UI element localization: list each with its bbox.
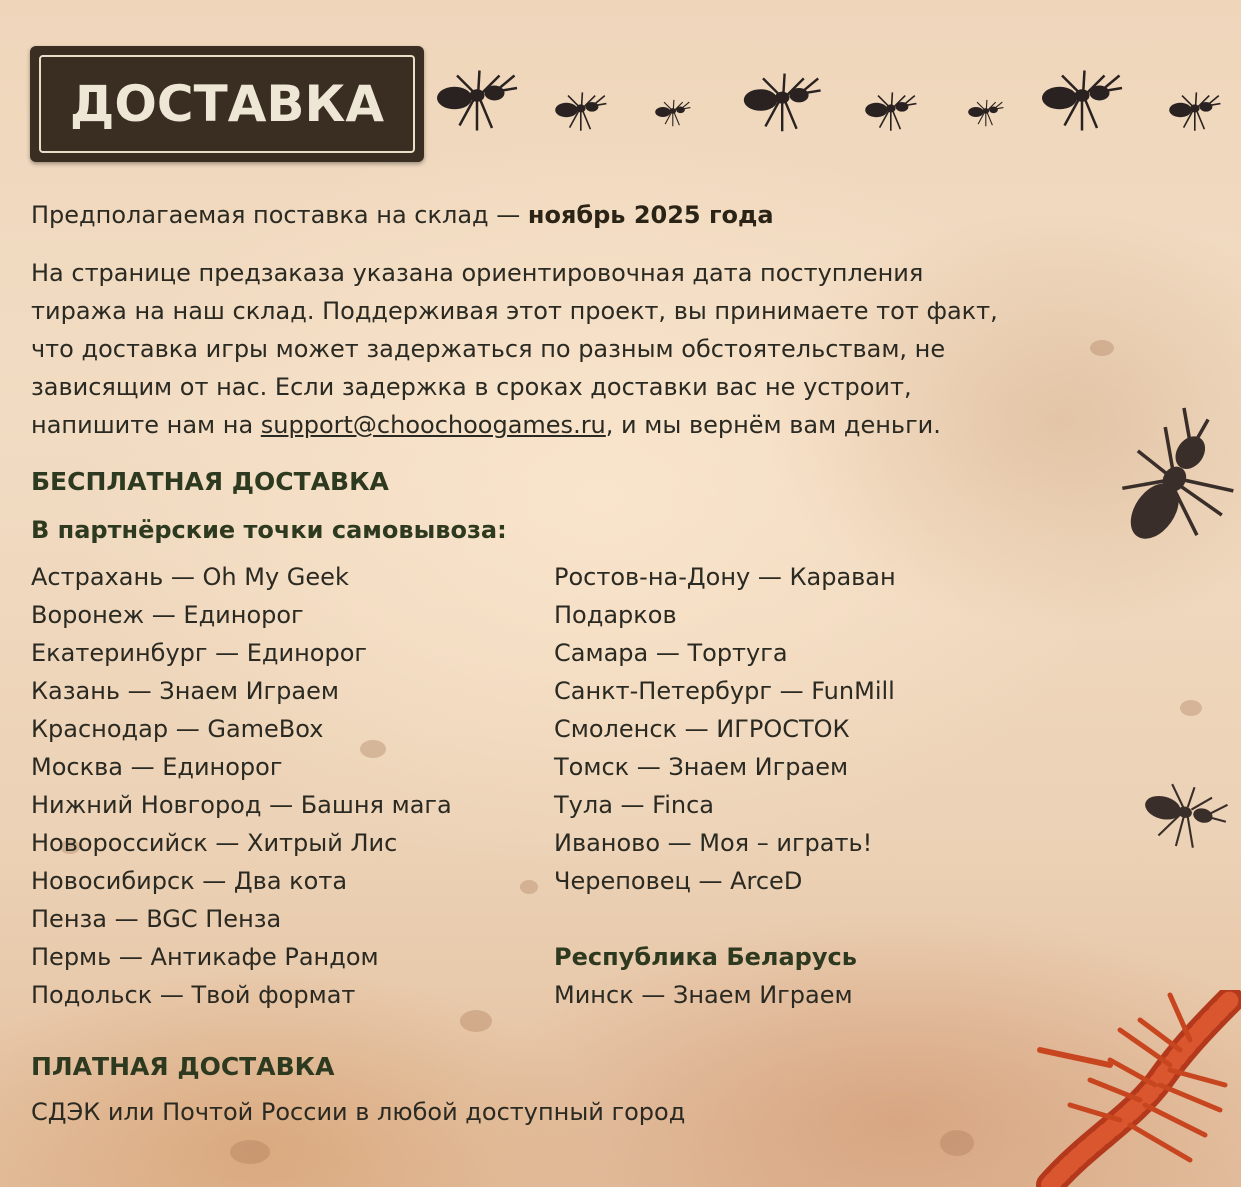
- list-item: Подарков: [554, 601, 677, 629]
- list-item: Москва — Единорог: [31, 753, 283, 781]
- list-item: Минск — Знаем Играем: [554, 981, 853, 1009]
- list-item: Новосибирск — Два кота: [31, 867, 348, 895]
- delivery-date: ноябрь 2025 года: [527, 201, 774, 229]
- list-item: Пермь — Антикафе Рандом: [31, 943, 379, 971]
- notice-line: тиража на наш склад. Поддерживая этот проект, вы принимаете тот факт,: [31, 297, 998, 325]
- ant-icon: [744, 74, 821, 132]
- ant-large-icon: [1110, 400, 1240, 550]
- page-title: ДОСТАВКА: [69, 75, 385, 133]
- title-plate: [30, 46, 424, 162]
- list-item: Астрахань — Oh My Geek: [31, 563, 349, 591]
- pickup-list-right: [554, 558, 896, 1014]
- list-item: Иваново — Моя – играть!: [554, 829, 873, 857]
- list-spacer: [554, 900, 896, 938]
- notice-line: На странице предзаказа указана ориентировочная дата поступления: [31, 259, 924, 287]
- delivery-notice: [31, 254, 998, 444]
- centipede-icon: [1020, 990, 1241, 1187]
- notice-line: что доставка игры может задержаться по разным обстоятельствам, не: [31, 335, 946, 363]
- list-item: Нижний Новгород — Башня мага: [31, 791, 452, 819]
- list-item: Екатеринбург — Единорог: [31, 639, 367, 667]
- list-item: Воронеж — Единорог: [31, 601, 304, 629]
- paid-delivery-heading: ПЛАТНАЯ ДОСТАВКА: [31, 1052, 335, 1081]
- list-item: Смоленск — ИГРОСТОК: [554, 715, 850, 743]
- ant-icon: [655, 100, 690, 126]
- list-item: Самара — Тортуга: [554, 639, 788, 667]
- delivery-date-prefix: Предполагаемая поставка на склад —: [31, 201, 528, 229]
- pickup-list-left: [31, 558, 452, 1014]
- notice-line: зависящим от нас. Если задержка в сроках доставки вас не устроит,: [31, 373, 912, 401]
- list-item: Подольск — Твой формат: [31, 981, 356, 1009]
- pickup-points-subheading: В партнёрские точки самовывоза:: [31, 516, 507, 544]
- ant-icon: [437, 71, 517, 131]
- list-item: Краснодар — GameBox: [31, 715, 324, 743]
- list-item: Пенза — BGC Пенза: [31, 905, 282, 933]
- ant-icon: [865, 92, 916, 130]
- ant-icon: [555, 92, 606, 130]
- ant-icon: [1042, 71, 1122, 131]
- list-item: Ростов-на-Дону — Караван: [554, 563, 896, 591]
- list-item: Новороссийск — Хитрый Лис: [31, 829, 398, 857]
- notice-line-prefix: напишите нам на: [31, 411, 261, 439]
- ant-icon: [1169, 92, 1220, 130]
- notice-line: [31, 406, 998, 444]
- paid-delivery-text: СДЭК или Почтой России в любой доступный город: [31, 1098, 686, 1126]
- notice-line-suffix: , и мы вернём вам деньги.: [605, 411, 941, 439]
- ant-medium-icon: [1140, 770, 1240, 860]
- support-email-link[interactable]: support@choochoogames.ru: [260, 411, 606, 439]
- delivery-date-line: [31, 196, 774, 234]
- list-item: Череповец — ArceD: [554, 867, 803, 895]
- free-delivery-heading: БЕСПЛАТНАЯ ДОСТАВКА: [31, 467, 389, 496]
- list-item: Тула — Finca: [554, 791, 715, 819]
- list-item: Казань — Знаем Играем: [31, 677, 339, 705]
- ants-decoration: [432, 62, 1232, 142]
- belarus-heading: Республика Беларусь: [554, 943, 857, 971]
- ant-icon: [968, 100, 1003, 126]
- list-item: Санкт-Петербург — FunMill: [554, 677, 895, 705]
- list-item: Томск — Знаем Играем: [554, 753, 849, 781]
